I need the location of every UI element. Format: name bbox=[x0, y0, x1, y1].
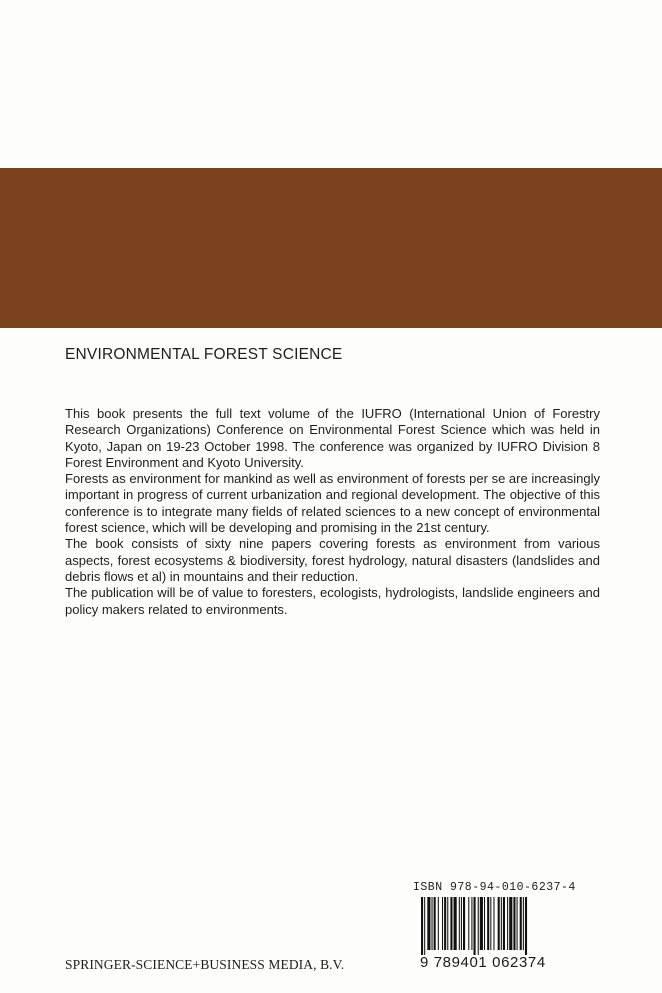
blurb-paragraph-1: This book presents the full text volume of the IUFRO (International Union of Forestry Research Organizations) Conference on Environmental Forest Science which was held in Kyoto, Japan on 19-23 October 1998. The conference was organized by IUFRO Division 8 Forest Environment and Kyoto University. bbox=[65, 406, 600, 470]
blurb-paragraph-3: The book consists of sixty nine papers covering forests as environment from various aspects, forest ecosystems & biodiversity, forest hydrology, natural disasters (landslides and debris flows et al) in mountains and their reduction. bbox=[65, 536, 600, 584]
color-band bbox=[0, 168, 662, 328]
book-title: ENVIRONMENTAL FOREST SCIENCE bbox=[65, 346, 343, 363]
barcode-icon bbox=[420, 897, 570, 955]
blurb-paragraph-4: The publication will be of value to foresters, ecologists, hydrologists, landslide engineers and policy makers related to environments. bbox=[65, 585, 600, 617]
publisher-name: SPRINGER-SCIENCE+BUSINESS MEDIA, B.V. bbox=[65, 957, 345, 972]
barcode-digits: 9 789401 062374 bbox=[420, 954, 546, 971]
blurb-paragraph-2: Forests as environment for mankind as well as environment of forests per se are increasingly important in progress of current urbanization and regional development. The objective of this conference is to integrate many fields of related sciences to a new concept of environmental forest science, which will be developing and promising in the 21st century. bbox=[65, 471, 600, 536]
isbn-label: ISBN 978-94-010-6237-4 bbox=[413, 881, 576, 894]
blurb bbox=[65, 406, 600, 618]
